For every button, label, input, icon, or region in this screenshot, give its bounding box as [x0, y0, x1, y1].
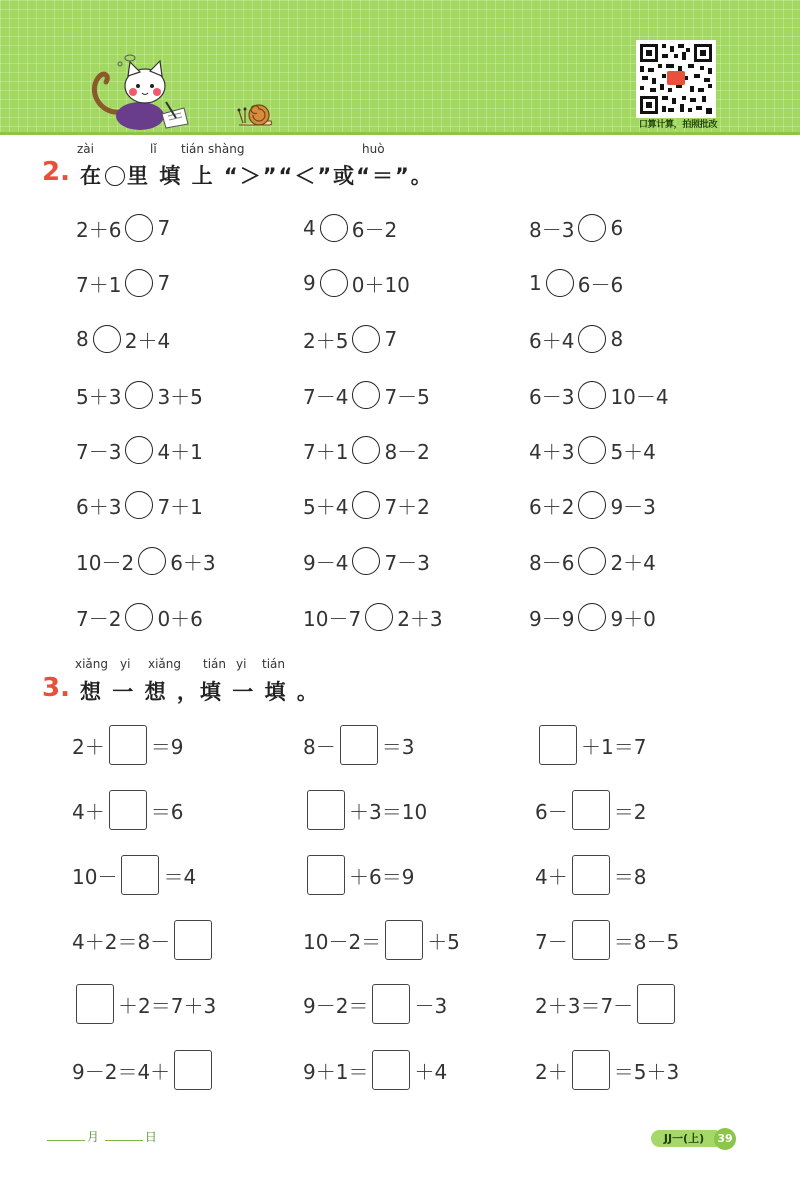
left-expression: 6－3: [529, 384, 575, 409]
header-banner: [0, 0, 800, 135]
right-expression: 3＋5: [157, 384, 203, 409]
comparison-item: [303, 380, 430, 410]
title-text: 在: [80, 164, 103, 188]
comparison-item: [303, 213, 397, 243]
comparison-item: [76, 268, 170, 298]
right-expression: 7: [384, 327, 398, 351]
comparison-item: [76, 380, 203, 410]
answer-circle[interactable]: [352, 491, 380, 519]
answer-circle[interactable]: [125, 491, 153, 519]
fill-in-item: [72, 725, 183, 765]
left-expression: 6＋4: [529, 328, 575, 353]
equation-after: －3: [414, 993, 448, 1018]
left-expression: 7－4: [303, 384, 349, 409]
comparison-item: [529, 380, 669, 410]
day-label: 日: [144, 1130, 157, 1144]
answer-circle[interactable]: [352, 381, 380, 409]
answer-circle[interactable]: [125, 381, 153, 409]
right-expression: 6＋3: [170, 550, 216, 575]
answer-box[interactable]: [174, 920, 212, 960]
right-expression: 2＋4: [124, 328, 171, 353]
right-expression: 7＋1: [157, 494, 203, 519]
right-expression: 4＋1: [157, 439, 203, 464]
left-expression: 7＋1: [303, 439, 349, 464]
fill-in-item: [535, 984, 679, 1024]
equation-before: 2＋3＝7－: [535, 993, 634, 1018]
month-label: 月: [87, 1130, 100, 1144]
right-expression: 7: [157, 216, 171, 240]
pinyin: tián: [262, 657, 285, 671]
comparison-item: [529, 435, 656, 465]
answer-circle[interactable]: [125, 269, 153, 297]
equation-before: 4＋2＝8－: [72, 929, 171, 954]
left-expression: 7－2: [76, 606, 122, 631]
left-expression: 2＋6: [76, 217, 122, 242]
equation-after: ＝3: [381, 734, 415, 759]
left-expression: 9－4: [303, 550, 349, 575]
comparison-item: [529, 324, 623, 354]
book-tag: JJ一(上): [651, 1130, 717, 1147]
answer-circle[interactable]: [578, 381, 606, 409]
comparison-item: [303, 546, 430, 576]
left-expression: 7＋1: [76, 272, 122, 297]
fill-in-item: [72, 920, 216, 960]
fill-in-item: [72, 790, 183, 830]
left-expression: 4＋3: [529, 439, 575, 464]
date-field: [45, 1128, 157, 1145]
comparison-item: [529, 546, 656, 576]
answer-box[interactable]: [385, 920, 423, 960]
answer-circle[interactable]: [578, 491, 606, 519]
left-expression: 6＋3: [76, 494, 122, 519]
comparison-item: [76, 602, 203, 632]
comparison-item: [303, 435, 430, 465]
answer-box[interactable]: [76, 984, 114, 1024]
comparison-item: [529, 602, 656, 632]
answer-box[interactable]: [109, 725, 147, 765]
right-expression: 7－3: [384, 550, 430, 575]
comparison-item: [76, 324, 170, 354]
left-expression: 1: [529, 271, 542, 295]
answer-box[interactable]: [372, 1050, 410, 1090]
right-expression: 0＋10: [351, 272, 410, 297]
equation-after: ＋1＝7: [581, 734, 647, 759]
right-expression: 5＋4: [610, 439, 656, 464]
answer-circle[interactable]: [578, 547, 606, 575]
answer-circle[interactable]: [352, 436, 380, 464]
equation-after: ＝6: [150, 799, 184, 824]
pinyin: xiǎng: [75, 657, 109, 671]
left-expression: 4: [303, 216, 316, 240]
right-expression: 8: [610, 327, 624, 351]
equation-after: ＋5: [427, 929, 460, 954]
answer-circle[interactable]: [352, 547, 380, 575]
left-expression: 7－3: [76, 439, 122, 464]
comparison-item: [76, 490, 203, 520]
answer-box[interactable]: [572, 1050, 610, 1090]
answer-box[interactable]: [372, 984, 410, 1024]
fill-in-item: [535, 725, 646, 765]
equation-after: ＋4: [414, 1059, 448, 1084]
equation-after: ＋6＝9: [349, 864, 415, 889]
equation-before: 2＋: [535, 1059, 568, 1084]
answer-circle[interactable]: [365, 603, 393, 631]
fill-in-item: [72, 1050, 216, 1090]
section-number: 2.: [42, 157, 70, 187]
equation-after: ＋2＝7＋3: [118, 993, 217, 1018]
section-number: 3.: [42, 673, 70, 703]
equation-after: ＝4: [163, 864, 197, 889]
answer-box[interactable]: [109, 790, 147, 830]
fill-in-item: [303, 984, 447, 1024]
page-number: 39: [714, 1128, 736, 1150]
answer-box[interactable]: [121, 855, 159, 895]
right-expression: 9－3: [610, 494, 656, 519]
equation-before: 10－: [72, 864, 118, 889]
equation-after: ＝5＋3: [613, 1059, 680, 1084]
title-text: 里 填 上 “＞”“＜”或“＝”。: [127, 164, 434, 188]
fill-in-item: [72, 984, 216, 1024]
left-expression: 8－6: [529, 550, 575, 575]
equation-before: 8－: [303, 734, 336, 759]
pinyin: huò: [362, 142, 385, 156]
snail-illustration: [235, 97, 277, 129]
answer-box[interactable]: [637, 984, 675, 1024]
right-expression: 8－2: [384, 439, 430, 464]
answer-box[interactable]: [539, 725, 577, 765]
left-expression: 9－9: [529, 606, 575, 631]
answer-circle[interactable]: [578, 325, 606, 353]
comparison-item: [303, 268, 410, 298]
equation-before: 2＋: [72, 734, 105, 759]
pinyin: zài: [77, 142, 94, 156]
answer-circle[interactable]: [320, 269, 348, 297]
answer-box[interactable]: [340, 725, 378, 765]
right-expression: 0＋6: [157, 606, 203, 631]
fill-in-item: [303, 1050, 447, 1090]
answer-circle[interactable]: [125, 603, 153, 631]
comparison-item: [529, 213, 623, 243]
qr-code[interactable]: [636, 40, 716, 118]
equation-after: ＝9: [150, 734, 184, 759]
equation-before: 7－: [535, 929, 568, 954]
right-expression: 7－5: [384, 384, 430, 409]
comparison-item: [76, 213, 170, 243]
comparison-item: [529, 490, 656, 520]
pinyin: shàng: [208, 142, 245, 156]
answer-circle[interactable]: [578, 436, 606, 464]
answer-circle[interactable]: [125, 436, 153, 464]
right-expression: 2＋3: [397, 606, 443, 631]
pinyin: tián: [203, 657, 226, 671]
answer-circle[interactable]: [93, 325, 121, 353]
right-expression: 7＋2: [384, 494, 430, 519]
comparison-item: [303, 490, 430, 520]
left-expression: 9: [303, 271, 316, 295]
pinyin: yi: [120, 657, 131, 671]
left-expression: 10－7: [303, 606, 362, 631]
fill-in-item: [535, 1050, 679, 1090]
fill-in-item: [535, 855, 646, 895]
comparison-item: [76, 546, 216, 576]
answer-box[interactable]: [572, 790, 610, 830]
equation-after: ＋3＝10: [349, 799, 428, 824]
equation-before: 4＋: [72, 799, 105, 824]
answer-circle[interactable]: [578, 603, 606, 631]
equation-after: ＝8: [613, 864, 647, 889]
equation-after: ＝8－5: [613, 929, 680, 954]
fill-in-item: [303, 790, 427, 830]
left-expression: 2＋5: [303, 328, 349, 353]
fill-in-item: [303, 855, 414, 895]
equation-before: 9－2＝: [303, 993, 369, 1018]
answer-box[interactable]: [174, 1050, 212, 1090]
answer-circle[interactable]: [320, 214, 348, 242]
left-expression: 8－3: [529, 217, 575, 242]
pinyin: lǐ: [150, 142, 157, 156]
right-expression: 9＋0: [610, 606, 656, 631]
right-expression: 6－2: [351, 217, 398, 242]
section-title: [80, 160, 434, 190]
answer-circle[interactable]: [352, 325, 380, 353]
equation-before: 6－: [535, 799, 568, 824]
right-expression: 6: [610, 216, 624, 240]
comparison-item: [303, 602, 443, 632]
fill-in-item: [535, 790, 646, 830]
pinyin: tián: [181, 142, 204, 156]
qr-caption: 口算计算，拍照批改: [638, 120, 718, 130]
equation-after: ＝2: [613, 799, 647, 824]
fill-in-item: [303, 920, 460, 960]
equation-before: 10－2＝: [303, 929, 382, 954]
fill-in-item: [535, 920, 679, 960]
left-expression: 10－2: [76, 550, 135, 575]
fill-in-item: [72, 855, 196, 895]
answer-box[interactable]: [572, 920, 610, 960]
left-expression: 6＋2: [529, 494, 575, 519]
equation-before: 4＋: [535, 864, 568, 889]
fill-in-item: [303, 725, 414, 765]
right-expression: 10－4: [610, 384, 669, 409]
equation-before: 9－2＝4＋: [72, 1059, 171, 1084]
comparison-item: [529, 268, 623, 298]
right-expression: 7: [157, 271, 171, 295]
pinyin: yi: [236, 657, 247, 671]
right-expression: 6－6: [577, 272, 624, 297]
answer-circle[interactable]: [546, 269, 574, 297]
right-expression: 2＋4: [610, 550, 656, 575]
circle-symbol-icon: [105, 166, 125, 186]
qr-code-icon: [637, 41, 715, 117]
answer-circle[interactable]: [578, 214, 606, 242]
pinyin: xiǎng: [148, 657, 182, 671]
month-blank[interactable]: [47, 1140, 85, 1141]
left-expression: 5＋4: [303, 494, 349, 519]
comparison-item: [303, 324, 397, 354]
answer-circle[interactable]: [125, 214, 153, 242]
left-expression: 8: [76, 327, 89, 351]
cat-mascot-illustration: [80, 52, 195, 137]
answer-box[interactable]: [307, 855, 345, 895]
answer-circle[interactable]: [138, 547, 166, 575]
section-title: 想 一 想 ，填 一 填 。: [80, 680, 320, 704]
equation-before: 9＋1＝: [303, 1059, 369, 1084]
day-blank[interactable]: [105, 1140, 143, 1141]
answer-box[interactable]: [307, 790, 345, 830]
comparison-item: [76, 435, 203, 465]
answer-box[interactable]: [572, 855, 610, 895]
left-expression: 5＋3: [76, 384, 122, 409]
